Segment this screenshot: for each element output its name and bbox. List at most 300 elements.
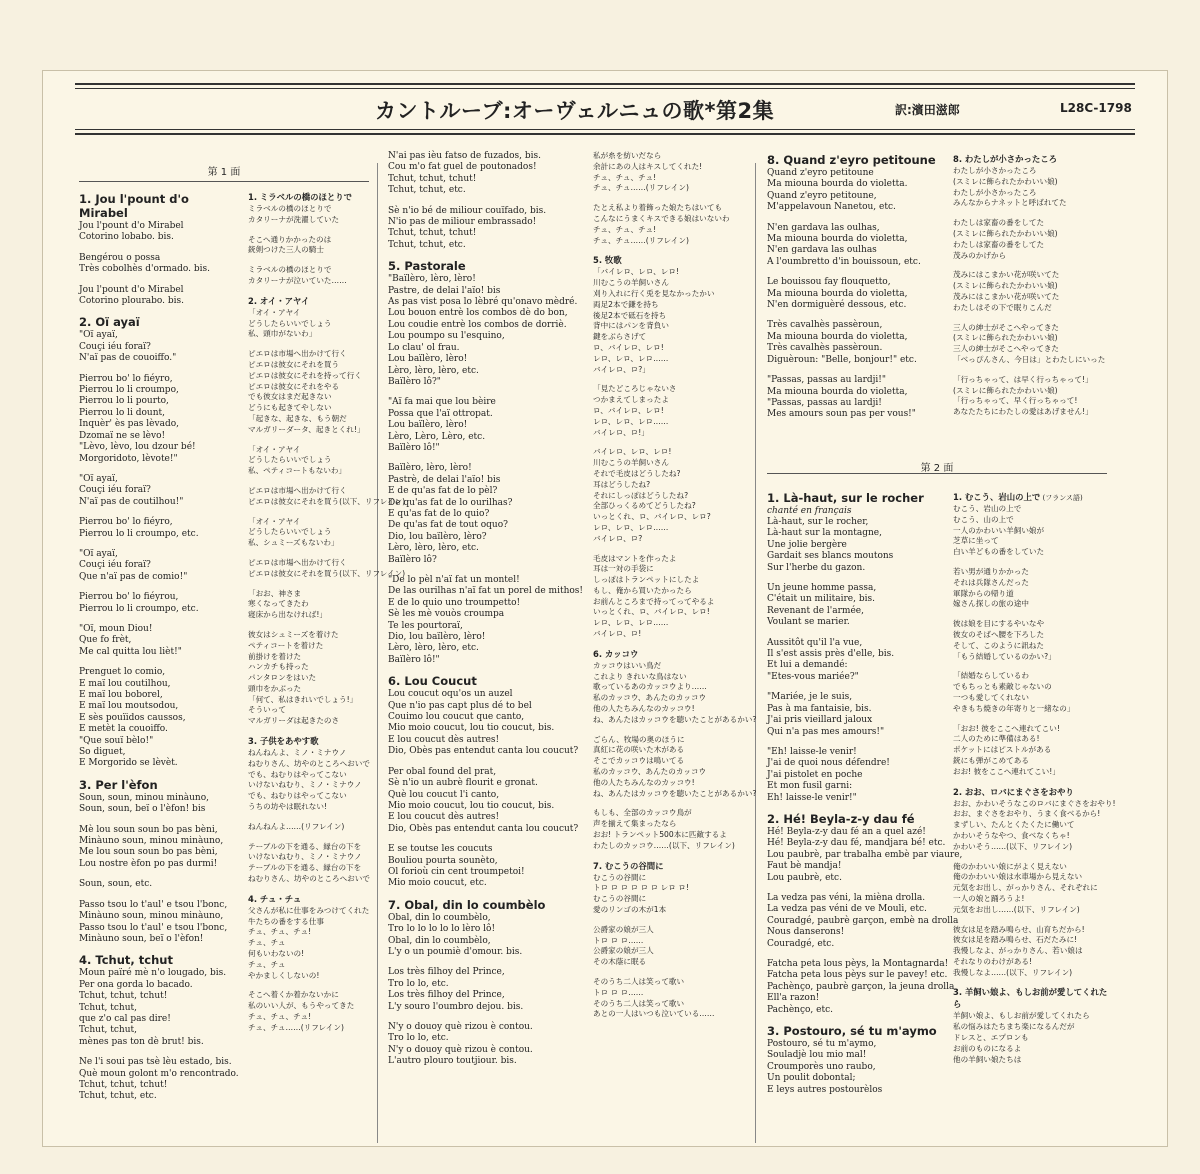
lyric-line: 鍵をぶらさげて	[593, 332, 647, 342]
lyric-line: Possa que l'aï ottropat.	[388, 408, 493, 419]
lyric-line: Quand z'eyro petitoune	[767, 168, 874, 178]
lyric-line: Là-haut sur la montagne,	[767, 528, 882, 539]
lyric-line: Lèro, lèro, lèro, etc.	[388, 543, 479, 554]
stanza-gap	[388, 197, 588, 206]
lyric-line: Le bouissou fay flouquetto,	[767, 277, 891, 288]
lyric-line: Sè les mè vouòs croumpa	[388, 609, 505, 620]
song-block	[79, 953, 239, 1102]
lyric-line: Tchut, tchut, etc.	[388, 185, 466, 196]
lyric-line: もしも、全部のカッコウ鳥が	[593, 808, 692, 818]
lyric-line: 茂みにはこまかい花が咲いてた	[953, 291, 1060, 301]
song-title: 1. Jou l'pount d'o Mirabel	[79, 192, 189, 220]
stanza-gap	[79, 465, 239, 474]
lyric-line: 俺のかわいい娘にがよく見えない	[953, 861, 1067, 871]
lyric-line: Et mon fusil garni:	[767, 781, 853, 792]
lyric-line: Pachènço, paubrè garçon, la jeuna drolla	[767, 981, 955, 992]
stanza-gap	[953, 916, 1113, 925]
stanza-gap	[79, 816, 239, 825]
lyric-line: 「オイ・アヤイ	[248, 307, 301, 317]
lyric-line: Què moun golont m'o rencontrado.	[79, 1068, 239, 1079]
lyric-line: Lèro, Lèro, Lèro, etc.	[388, 431, 486, 442]
lyric-line: おお! 彼をここへ連れてこい!」	[953, 766, 1060, 776]
lyric-line: やかましくしないの!	[248, 970, 320, 980]
stanza-gap	[767, 574, 947, 583]
lyric-line: De qu'as fat de lo ourilhas?	[388, 497, 513, 508]
lyric-line: 一人の娘と踊ろうよ!	[953, 893, 1025, 903]
lyric-line: チュ、チュ、チュ!	[248, 927, 312, 937]
song-title: 8. わたしが小さかったころ	[953, 154, 1058, 164]
lyric-line: Tchut, tchut, tchut!	[388, 228, 477, 239]
stanza-gap	[248, 549, 376, 558]
lyric-line: チュ、チュ	[248, 938, 286, 948]
lyric-line: Pastrè, de delai l'aïo! bis	[388, 474, 501, 485]
lyric-line: N'ai pas ièu fatso de fuzados, bis.	[388, 151, 541, 161]
lyric-line: チュ、チュ……(リフレイン)	[593, 235, 689, 245]
lyric-line: 私が糸を紡いだなら	[593, 151, 662, 160]
lyric-line: Que fo frèt,	[79, 635, 132, 646]
lyric-line: 真紅に花の咲いた木がある	[593, 745, 685, 755]
lyric-line: "De lo pèl n'aï fat un montel!	[388, 575, 520, 585]
song-block	[767, 491, 947, 804]
lyric-line: テーブルの下を通る、縁台の下を	[248, 841, 362, 851]
lyric-line: 私のカッコウ、あんたのカッコウ	[593, 767, 707, 777]
lyric-line: Dio, Obès pas entendut canta lou coucut?	[388, 823, 579, 834]
lyric-line: ピエロは彼女にそれを買う(以下、リフレイン)	[248, 496, 406, 506]
stanza-gap	[79, 508, 239, 517]
lyric-line: カタリーナが洗濯していた	[248, 214, 340, 224]
lyric-line: Baïlèro, lèro, lèro!	[388, 463, 472, 474]
lyric-line: ポケットにはピストルがある	[953, 745, 1052, 755]
lyric-line: Hé! Beyla-z-y dau fé an a quel azé!	[767, 826, 926, 837]
lyric-line: Ne l'i soui pas tsè lèu estado, bis.	[79, 1057, 232, 1068]
lyric-line: 川むこうの羊飼いさん	[593, 278, 669, 288]
lyric-line: Croumporès uno raubo,	[767, 1061, 876, 1072]
lyric-line: Minàuno soun, minou minàuno,	[79, 911, 224, 922]
lyric-line: J'ai pistolet en poche	[767, 769, 863, 780]
lyric-line: Los très filhoy del Prince,	[388, 967, 505, 978]
lyric-line: 若い男が通りかかった	[953, 566, 1029, 576]
lyric-line: Tchut, tchut,	[79, 1002, 138, 1013]
song-block	[953, 986, 1113, 1065]
lyric-line: レロ、レロ、レロ……	[593, 522, 669, 532]
lyric-line: わたしのカッコウ……(以下、リフレイン)	[593, 840, 735, 850]
lyric-line: いっとくれ、ロ、バイレロ、レロ?	[593, 512, 711, 522]
lyric-line: "Oï ayaï,	[79, 330, 118, 341]
lyric-line: (スミレに飾られたかわいい娘)	[953, 228, 1058, 238]
lyric-line: むこうの谷間に	[593, 872, 647, 882]
lyric-line: むこう、岩山の上で	[953, 504, 1022, 513]
lyric-line: Ol forioù cin cent troumpetoi!	[388, 866, 525, 877]
lyric-line: 歌っているあのカッコウより……	[593, 682, 707, 692]
song-block	[953, 491, 1113, 778]
stanza-gap	[79, 870, 239, 879]
lyric-line: J'ai pris vieillard jaloux	[767, 715, 873, 726]
lyric-line: Cotorino plourabo. bis.	[79, 296, 184, 307]
lyric-line: Pierrou lo li croumpo, etc.	[79, 528, 199, 539]
song-block	[388, 151, 588, 251]
lyric-line: 元気をお出し……(以下、リフレイン)	[953, 904, 1080, 914]
lyric-line: むこう、山の上で	[953, 514, 1014, 524]
lyric-line: 「起きな、起きな、もう朝だ	[248, 413, 347, 423]
lyric-line: トロ ロ ロ……	[593, 987, 644, 997]
lyric-line: 私の悩みはたちまち楽になるんだが	[953, 1022, 1075, 1032]
lyric-line: 公爵家の娘が三人	[593, 946, 654, 956]
song-block	[388, 898, 588, 1068]
song-block	[953, 153, 1113, 418]
lyric-line: でも、ねむりはやってこない	[248, 791, 347, 801]
lyric-line: Quand z'eyro petitoune,	[767, 190, 877, 201]
lyric-line: Ma miouna bourda do violetta,	[767, 288, 908, 299]
lyric-line: ピエロは彼女にそれを持って行く	[248, 370, 362, 380]
lyric-line: 両足2本で鎌を持ち	[593, 299, 659, 309]
lyric-line: Un poulit dobontal;	[767, 1073, 856, 1084]
lyric-line: A l'oumbretto d'in bouissoun, etc.	[767, 256, 921, 267]
song-block	[767, 153, 937, 421]
stanza-gap	[953, 314, 1113, 323]
lyric-line: L'autro plouro toutjiour. bis.	[388, 1056, 517, 1067]
lyric-line: 牛たちの番をする仕事	[248, 916, 324, 926]
lyric-line: Jou l'pount d'o Mirabel	[79, 221, 184, 231]
lyric-line: Sè n'io un aubrè flourit e gronat.	[388, 778, 538, 789]
lyric-line: ねんねんよ……(リフレイン)	[248, 821, 345, 831]
lyric-line: Prenguet lo comio,	[79, 667, 166, 678]
lyric-line: おお! トランペット500本に匹敵するよ	[593, 830, 727, 840]
stanza-gap	[953, 715, 1113, 724]
lyric-line: "Baïlèro, lèro, lèro!	[388, 274, 476, 285]
lyric-line: Lou nostre èfon po pas durmi!	[79, 858, 218, 869]
song-block	[953, 786, 1116, 979]
stanza-gap	[248, 340, 376, 349]
lyric-line: Lou paubrè, etc.	[767, 872, 842, 883]
lyric-line: Per obal found del prat,	[388, 766, 497, 777]
lyrics-sheet	[42, 70, 1168, 1147]
lyric-line: Pas à ma fantaisie, bis.	[767, 703, 872, 714]
column-divider	[755, 163, 756, 1143]
stanza-gap	[767, 738, 947, 747]
lyric-line: que z'o cal pas dire!	[79, 1013, 171, 1024]
lyric-line: "Oï, moun Diou!	[79, 623, 153, 634]
lyric-line: De qu'as fat de tout oquo?	[388, 520, 508, 531]
lyric-line: パンタロンをはいた	[248, 673, 317, 683]
lyric-line: Couçi iéu foraï?	[79, 341, 151, 352]
lyric-line: N'y o douoy què rizou è contou.	[388, 1044, 533, 1055]
lyric-line: Mes amours soun pas per vous!"	[767, 409, 916, 420]
lyric-line: それは兵隊さんだった	[953, 577, 1029, 587]
song-title: 1. Là-haut, sur le rocher	[767, 491, 924, 505]
lyric-line: Què lou coucut l'i canto,	[388, 789, 500, 800]
lyric-line: Là-haut, sur le rocher,	[767, 517, 869, 527]
column-side1-japanese-c	[953, 151, 1113, 426]
lyric-line: 全部ひっくるめてどうしたね?	[593, 501, 696, 511]
lyric-line: E se toutse les coucuts	[388, 844, 493, 855]
lyric-line: そして、このように訊ねた	[953, 640, 1044, 650]
lyric-line: こんなにうまくキスできる娘はいないわ	[593, 213, 730, 223]
lyric-line: Inquèr' ès pas lèvado,	[79, 419, 179, 430]
lyric-line: そこへ通りかかったのは	[248, 234, 332, 244]
catalog-number: L28C-1798	[1060, 101, 1132, 115]
lyric-line: 我慢しなよ、がっかりさん、若い娘は	[953, 946, 1083, 956]
lyric-line: 軍隊からの帰り道	[953, 588, 1014, 598]
lyric-line: 毛皮はマントを作ったよ	[593, 553, 677, 563]
lyric-line: "Mariée, je le suis,	[767, 692, 853, 703]
lyric-line: 声を揃えて集まったなら	[593, 819, 677, 829]
lyric-line: バイレロ、レロ、レロ!	[593, 447, 672, 457]
song-block	[593, 254, 753, 640]
lyric-line: Ell'a razon!	[767, 993, 820, 1004]
lyric-line: N'io pas de miliour embrassado!	[388, 217, 537, 228]
lyric-line: Pastre, de delai l'aïo! bis	[388, 285, 501, 296]
lyric-line: 川むこうの羊飼いさん	[593, 458, 669, 468]
song-block	[79, 315, 239, 769]
lyric-line: ハンカチも持った	[248, 662, 309, 672]
lyric-line: L'y souro l'oumbro dejou. bis.	[388, 1001, 524, 1012]
lyric-line: 三人の紳士がそこへやってきた	[953, 322, 1060, 332]
lyric-line: 頭巾をかぶった	[248, 683, 302, 693]
lyric-line: Jou l'pount d'o Mirabel	[79, 284, 184, 295]
column-side1-japanese-b	[593, 151, 757, 1028]
lyric-line: ね、あんたはカッコウを聴いたことがあるかい?	[593, 714, 757, 724]
lyric-line: Me cal quitta lou lièt!"	[79, 646, 182, 657]
stanza-gap	[79, 276, 239, 285]
stanza-gap	[953, 662, 1113, 671]
lyric-line: E lou coucut dès autres!	[388, 812, 500, 823]
lyric-line: レロ、レロ、レロ……	[593, 353, 669, 363]
lyric-line: どうにも起きてやしない	[248, 403, 332, 413]
lyric-line: 彼女は足を踏み鳴らせ、石だたみに!	[953, 935, 1078, 945]
lyric-line: 白い羊どもの番をしていた	[953, 547, 1045, 557]
lyric-line: La vedza pas véni de ve Mouli, etc.	[767, 904, 927, 915]
song-title: 3. Postouro, sé tu m'aymo	[767, 1024, 937, 1039]
song-block	[248, 295, 406, 727]
lyric-line: 「バイレロ、レロ、レロ!	[593, 267, 679, 277]
song-title: 3. 羊飼い娘よ、もしお前が愛してくれたら	[953, 987, 1108, 1010]
lyric-line: 他の羊飼い娘たちは	[953, 1054, 1022, 1064]
lyric-line: De las ourilhas n'aï fat un porel de mithos!	[388, 586, 584, 597]
lyric-line: ミラベルの橋のほとりで	[248, 265, 332, 275]
lyric-line: mènes pas ton dè brut! bis.	[79, 1036, 204, 1047]
translator-credit: 訳:濱田滋郎	[895, 103, 960, 117]
lyric-line: 彼は娘を目にするやいなや	[953, 619, 1045, 629]
lyric-line: Moun païré mè n'o lougado, bis.	[79, 968, 227, 979]
lyric-line: Lo clau' ol frau.	[388, 342, 460, 353]
lyric-line: バイレロ、ロ!	[593, 629, 642, 639]
lyric-line: "Eh! laisse-le venir!	[767, 746, 857, 757]
lyric-line: Mio moio coucut, etc.	[388, 878, 487, 889]
lyric-line: どうしたらいいでしょう	[248, 318, 332, 328]
lyric-line: Faut bè mandja!	[767, 861, 842, 872]
stanza-gap	[593, 545, 753, 554]
lyric-line: Un jeune homme passa,	[767, 583, 877, 594]
stanza-gap	[248, 508, 376, 517]
lyric-line: "Aï fa mai que lou bèire	[388, 397, 496, 408]
lyric-line: C'était un militaire, bis.	[767, 594, 875, 605]
lyric-line: Mio moio coucut, lou tio coucut, bis.	[388, 723, 555, 734]
lyric-line: E leys autres postourèlos	[767, 1084, 883, 1095]
lyric-line: 「結婚ならしているわ	[953, 671, 1029, 681]
column-divider	[377, 163, 378, 1143]
lyric-line: Pierrou lo li pourto,	[79, 396, 169, 407]
lyric-line: N'en dormiguèré dessous, etc.	[767, 300, 907, 311]
lyric-line: 「べっぴんさん、今日は」とわたしにいった	[953, 354, 1106, 364]
lyric-line: でも彼女はまだ起きない	[248, 392, 332, 402]
lyric-line: Très cavalhès passèroun,	[767, 320, 883, 331]
lyric-line: バイレロ、ロ?」	[593, 364, 650, 374]
lyric-line: チュ、チュ、チュ!	[593, 172, 657, 182]
lyric-line: マルガリーダは起きたのさ	[248, 716, 340, 726]
lyric-line: バイレロ、ロ?	[593, 533, 643, 543]
lyric-line: Pierrou lo li croumpo, etc.	[79, 603, 199, 614]
lyric-line: 茂みにはこまかい花が咲いてた	[953, 270, 1060, 280]
lyric-line: Très cobolhès d'ormado. bis.	[79, 264, 210, 275]
lyric-line: Tro lo lo, etc.	[388, 1033, 449, 1044]
lyric-line: Baïlèro lô?	[388, 554, 437, 565]
stanza-gap	[953, 558, 1113, 567]
stanza-gap	[953, 853, 1113, 862]
lyric-line: ピエロは市場へ出かけて行く	[248, 349, 347, 359]
lyric-line: N'aï pas de couoiffo."	[79, 353, 177, 364]
lyric-line: Lou coucut oqu'os un auzel	[388, 689, 513, 700]
lyric-line: Sur l'herbe du gazon.	[767, 562, 866, 573]
lyric-line: Diguèroun: "Belle, bonjour!" etc.	[767, 354, 917, 365]
lyric-line: Lou coudie entrè los combos de dorriè.	[388, 319, 567, 330]
stanza-gap	[388, 388, 588, 397]
song-title: 3. 子供をあやす歌	[248, 736, 319, 747]
stanza-gap	[79, 583, 239, 592]
song-title: 2. Oï ayaï	[79, 315, 140, 330]
lyric-line: ごらん、牧場の奥のほうに	[593, 734, 685, 744]
lyric-line: それで毛皮はどうしたね?	[593, 468, 681, 478]
song-block	[79, 778, 239, 945]
lyric-line: Tchut, tchut,	[79, 1025, 138, 1036]
stanza-gap	[79, 891, 239, 900]
lyric-line: Hé! Beyla-z-y dau fé, mandjara bé! etc.	[767, 838, 946, 849]
stanza-gap	[79, 244, 239, 253]
lyric-line: いけないねむり、ミノ・ミナウノ	[248, 780, 362, 790]
lyric-line: E de lo quio uno troumpetto!	[388, 597, 521, 608]
song-title: 1. むこう、岩山の上で (フランス語)	[953, 492, 1083, 502]
lyric-line: Couçi iéu foraï?	[79, 560, 151, 571]
lyric-line: 羊飼い娘よ、もしお前が愛してくれたら	[953, 1011, 1090, 1021]
lyric-line: 「行っちゃって、早く行っちゃって!	[953, 396, 1078, 406]
side-2-label: 第 2 面	[920, 463, 954, 474]
song-block	[593, 151, 753, 246]
lyric-line: むこうの谷間に	[593, 894, 647, 904]
lyric-line: あとの一人はいつも泣いている……	[593, 1009, 715, 1019]
lyric-line: Lou baïlèro, lèro!	[388, 354, 468, 365]
lyric-line: 我慢しなよ……(以下、リフレイン)	[953, 967, 1073, 977]
song-title: 5. Pastorale	[388, 259, 466, 274]
column-side1-japanese-a	[248, 189, 406, 1042]
lyric-line: Soun, soun, beï o l'èfon! bis	[79, 804, 206, 815]
stanza-gap	[767, 629, 947, 638]
stanza-gap	[248, 833, 376, 842]
stanza-gap	[248, 813, 376, 822]
stanza-gap	[593, 968, 753, 977]
stanza-gap	[953, 366, 1113, 375]
lyric-line: Eh! laisse-le venir!"	[767, 792, 857, 803]
lyric-line: 一人のかわいい羊飼い娘が	[953, 525, 1045, 535]
lyric-line: "Etes-vous mariée?"	[767, 671, 859, 682]
lyric-line: E Morgorido se lèvèt.	[79, 758, 178, 769]
lyric-line: 銃剣つけた三人の騎士	[248, 245, 324, 255]
song-title: 1. ミラベルの橋のほとりで	[248, 192, 353, 202]
lyric-line: "Oï ayaï,	[79, 548, 118, 559]
stanza-gap	[388, 566, 588, 575]
lyric-line: (スミレに飾られたかわいい娘)	[953, 281, 1058, 291]
lyric-line: N'en gardava las oulhas,	[767, 222, 880, 233]
lyric-line: Couimo lou coucut que canto,	[388, 712, 525, 723]
lyric-line: 彼女のそばへ腰を下ろした	[953, 629, 1045, 639]
lyric-line: N'y o douoy què rizou è contou.	[388, 1022, 533, 1032]
lyric-line: Ma miouna bourda do violetta,	[767, 386, 908, 397]
song-title: 7. むこうの谷間に	[593, 860, 664, 871]
lyric-line: 耳はどうしたね?	[593, 479, 651, 489]
lyric-line: "Oï ayaï,	[79, 473, 118, 484]
lyric-line: トロ ロ ロ……	[593, 935, 644, 945]
lyric-line: Per ona gorda lo bacado.	[79, 979, 193, 990]
song-block	[767, 811, 963, 1016]
lyric-line: ロ、バイレロ、レロ!	[593, 405, 664, 415]
lyric-line: Souladjè lou mio mal!	[767, 1050, 867, 1061]
lyric-line: Passo tsou lo t'aul' e tsou l'bonc,	[79, 899, 228, 910]
lyric-line: E metèt la couoiffo.	[79, 724, 168, 735]
lyric-line: Me lou soun soun bo pas bèni,	[79, 847, 218, 858]
lyric-line: ミラベルの橋のほとりで	[248, 204, 332, 213]
stanza-gap	[79, 540, 239, 549]
lyric-line: Mio moio coucut, lou tio coucut, bis.	[388, 800, 555, 811]
column-side1-french-a	[79, 163, 239, 1111]
lyric-line: 背中にはパンを背負い	[593, 321, 669, 331]
lyric-line: Pierrou bo' lo fiéyrou,	[79, 592, 179, 603]
lyric-line: わたしが小さかったころ	[953, 166, 1037, 175]
lyric-line: Lou paubrè, par trabalha embè par viaure,	[767, 849, 963, 860]
lyric-line: それにしっぽはどうしたね?	[593, 490, 689, 500]
song-title: 6. Lou Coucut	[388, 674, 477, 689]
lyric-line: "Lèvo, lèvo, lou dzour bé!	[79, 442, 196, 453]
lyric-line: Couradgé, paubrè garçon, embè na drolla	[767, 915, 959, 926]
lyric-line: おお、まぐさをおやり、うまく食べるから!	[953, 809, 1101, 819]
lyric-line: Minàuno soun, minou minàuno,	[79, 836, 224, 847]
lyric-line: Soun, soun, etc.	[79, 879, 153, 890]
lyric-line: N'en gardava las oulhas	[767, 245, 877, 256]
lyric-line: 二人のために準備はある!	[953, 734, 1040, 744]
lyric-line: たとえ私より着飾った娘たちはいても	[593, 203, 723, 213]
lyric-line: 父さんが私に仕事をみつけてくれた	[248, 905, 370, 915]
lyric-line: そのうち二人は笑って歌い	[593, 998, 685, 1008]
lyric-line: Revenant de l'armée,	[767, 605, 864, 616]
song-title: 5. 牧歌	[593, 255, 622, 266]
lyric-line: "Passas, passas au lardji!"	[767, 375, 887, 386]
lyric-line: 耳は一対の手袋に	[593, 564, 654, 574]
lyric-line: Voulant se marier.	[767, 617, 850, 628]
stanza-gap	[953, 209, 1113, 218]
lyric-line: 公爵家の娘が三人	[593, 924, 654, 934]
lyric-line: どうしたらいいでしょう	[248, 455, 332, 465]
lyric-line: ねむりさん、坊やのところへおいで	[248, 758, 370, 768]
lyric-line: レロ、レロ、レロ……	[593, 416, 669, 426]
lyric-line: もし、俺から買いたかったら	[593, 585, 692, 595]
lyric-line: Lèro, lèro, lèro, etc.	[388, 643, 479, 654]
lyric-line: Te les pourtoraï,	[388, 620, 463, 631]
song-title: 6. カッコウ	[593, 648, 639, 659]
lyric-line: Cou m'o fat guel de poutonados!	[388, 162, 537, 173]
stanza-gap	[767, 683, 947, 692]
lyric-line: 「おお、神さま	[248, 588, 302, 598]
lyric-line: ね、あんたはカッコウを聴いたことがあるかい?	[593, 788, 757, 798]
lyric-line: 何もいわないの!	[248, 949, 305, 959]
lyric-line: ねんねんよ、ミノ・ミナウノ	[248, 748, 347, 758]
lyric-line: Obal, din lo coumbèlo,	[388, 912, 491, 923]
